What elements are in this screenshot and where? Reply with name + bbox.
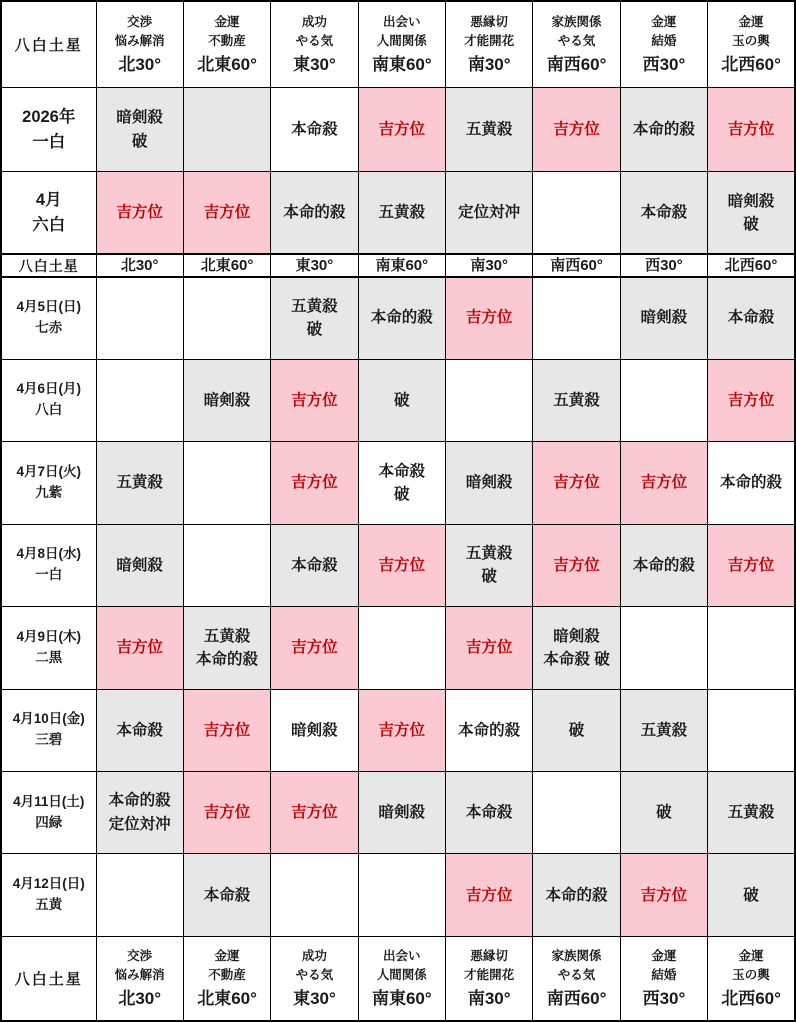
- fortune-text: 暗剣殺: [116, 556, 163, 574]
- fortune-cell: [96, 359, 183, 441]
- lucky-direction-text: 吉方位: [465, 639, 513, 657]
- row-label-line: 4月11日(土): [13, 793, 85, 809]
- column-header-direction: 北東60°: [197, 54, 257, 74]
- fortune-cell: [271, 689, 358, 771]
- column-header-direction: 西30°: [642, 988, 686, 1008]
- row-label-line: 二黒: [35, 649, 63, 665]
- fortune-cell: [271, 854, 358, 936]
- fortune-cell: [96, 88, 183, 172]
- column-header-direction: 北30°: [118, 988, 162, 1008]
- fortune-text: 破: [743, 215, 759, 233]
- fortune-text: 五黄殺: [727, 804, 775, 822]
- column-header: [358, 936, 445, 1021]
- row-label-line: 4月10日(金): [12, 711, 85, 727]
- fortune-cell: [533, 854, 620, 936]
- fortune-cell: [183, 607, 270, 689]
- fortune-text: 暗剣殺: [378, 804, 426, 822]
- fortune-cell: [446, 359, 533, 441]
- fortune-cell: [708, 854, 795, 936]
- column-header-keyword: 結婚: [651, 34, 677, 49]
- fortune-text: 破: [306, 321, 323, 339]
- fortune-cell: [620, 689, 707, 771]
- fortune-cell: [358, 607, 445, 689]
- fortune-text: 本命的殺: [632, 556, 695, 574]
- fortune-cell: [446, 772, 533, 854]
- row-label: [1, 689, 96, 771]
- lucky-direction-text: 吉方位: [553, 556, 600, 574]
- fortune-cell: [446, 442, 533, 524]
- fortune-text: 五黄殺: [553, 391, 600, 409]
- lucky-direction-text: 吉方位: [727, 121, 775, 139]
- column-header-direction: 北西60°: [721, 988, 781, 1008]
- lucky-direction-text: 吉方位: [378, 121, 426, 139]
- fortune-cell: [620, 172, 707, 254]
- direction-cell: 北東60°: [183, 254, 270, 276]
- fortune-cell: [271, 772, 358, 854]
- lucky-direction-text: 吉方位: [291, 804, 338, 822]
- column-header: [533, 1, 620, 88]
- column-header-keyword: やる気: [557, 968, 596, 983]
- column-header-keyword: 金運: [738, 949, 764, 964]
- column-header-keyword: 成功: [301, 949, 327, 964]
- row-label: 八白土星: [1, 254, 96, 276]
- fortune-table-body: [1, 1, 795, 1021]
- footer-header-row: [1, 936, 795, 1021]
- row-label-line: 4月7日(火): [16, 463, 81, 479]
- column-header-keyword: 金運: [214, 949, 240, 964]
- fortune-cell: [620, 524, 707, 606]
- fortune-text: 本命殺 破: [543, 650, 610, 668]
- lucky-direction-text: 吉方位: [291, 391, 338, 409]
- direction-cell: 南西60°: [533, 254, 620, 276]
- fortune-text: 本命殺: [291, 556, 338, 574]
- lucky-direction-text: 吉方位: [640, 886, 688, 904]
- fortune-cell: [96, 172, 183, 254]
- fortune-cell: [708, 607, 795, 689]
- fortune-cell: [446, 689, 533, 771]
- row-label-line: 4月9日(木): [16, 628, 81, 644]
- column-header: [183, 1, 270, 88]
- fortune-cell: [533, 524, 620, 606]
- fortune-cell: [620, 607, 707, 689]
- row-label-line: 4月5日(日): [16, 299, 81, 315]
- column-header-keyword: 金運: [651, 949, 677, 964]
- row-label: [1, 442, 96, 524]
- fortune-cell: [446, 88, 533, 172]
- column-header-direction: 東30°: [293, 988, 336, 1008]
- row-label-line: 四緑: [35, 814, 63, 830]
- fortune-text: 五黄殺: [116, 474, 163, 492]
- fortune-cell: [271, 607, 358, 689]
- row-label: [1, 524, 96, 606]
- row-label: 八白土星: [1, 936, 96, 1021]
- fortune-cell: [183, 359, 270, 441]
- column-header: [708, 936, 795, 1021]
- fortune-text: 破: [131, 132, 148, 150]
- direction-cell: 南東60°: [358, 254, 445, 276]
- column-header-keyword: 悩み解消: [114, 34, 165, 49]
- fortune-text: 本命殺: [203, 886, 251, 904]
- row-label-line: 4月12日(日): [12, 876, 85, 892]
- fortune-text: 本命殺: [727, 309, 775, 327]
- column-header-keyword: 悪縁切: [470, 15, 508, 30]
- fortune-text: 五黄殺: [291, 297, 338, 315]
- row-label-line: 一白: [35, 567, 63, 583]
- column-header-direction: 南東60°: [371, 54, 432, 74]
- fortune-cell: [358, 854, 445, 936]
- column-header-direction: 北東60°: [197, 988, 257, 1008]
- column-header-keyword: やる気: [557, 34, 596, 49]
- row-label-line: 九紫: [35, 484, 63, 500]
- fortune-cell: [533, 689, 620, 771]
- column-header-keyword: 才能開花: [464, 968, 515, 983]
- date-row: [1, 689, 795, 771]
- fortune-text: 五黄殺: [465, 545, 513, 563]
- column-header: [446, 936, 533, 1021]
- column-header-keyword: 金運: [738, 15, 764, 30]
- lucky-direction-text: 吉方位: [727, 556, 775, 574]
- year-row: [1, 88, 795, 172]
- column-header: [183, 936, 270, 1021]
- fortune-text: 暗剣殺: [203, 391, 251, 409]
- fortune-text: 本命殺: [465, 804, 513, 822]
- fortune-cell: [620, 359, 707, 441]
- fortune-cell: [446, 524, 533, 606]
- column-header-keyword: 金運: [214, 15, 240, 30]
- lucky-direction-text: 吉方位: [378, 556, 426, 574]
- column-header-direction: 北30°: [118, 54, 162, 74]
- row-label-line: 七赤: [35, 320, 63, 336]
- row-label: [1, 277, 96, 359]
- fortune-cell: [96, 854, 183, 936]
- fortune-text: 五黄殺: [203, 627, 251, 645]
- column-header-keyword: 出会い: [383, 949, 421, 964]
- column-header-row: [1, 1, 795, 88]
- fortune-text: 本命的殺: [283, 204, 346, 222]
- fortune-text: 暗剣殺: [727, 192, 775, 210]
- column-header-keyword: 家族関係: [551, 15, 602, 30]
- lucky-direction-text: 吉方位: [116, 639, 163, 657]
- column-header: [620, 936, 707, 1021]
- fortune-text: 本命殺: [640, 204, 688, 222]
- row-label: [1, 88, 96, 172]
- lucky-direction-text: 吉方位: [378, 721, 426, 739]
- fortune-cell: [708, 172, 795, 254]
- fortune-text: 暗剣殺: [291, 721, 338, 739]
- column-header-keyword: 不動産: [208, 968, 246, 983]
- fortune-cell: [271, 359, 358, 441]
- fortune-cell: [183, 772, 270, 854]
- fortune-cell: [358, 772, 445, 854]
- date-row: [1, 607, 795, 689]
- fortune-text: 破: [394, 485, 410, 503]
- fortune-text: 破: [743, 886, 759, 904]
- column-header-keyword: 交渉: [127, 949, 153, 964]
- fortune-text: 定位対冲: [458, 204, 521, 222]
- fortune-cell: [708, 359, 795, 441]
- fortune-text: 本命的殺: [632, 121, 695, 139]
- direction-row: [1, 254, 795, 276]
- column-header: [96, 936, 183, 1021]
- lucky-direction-text: 吉方位: [203, 721, 251, 739]
- column-header-direction: 北西60°: [721, 54, 781, 74]
- column-header-keyword: やる気: [295, 34, 334, 49]
- fortune-cell: [446, 172, 533, 254]
- fortune-cell: [96, 689, 183, 771]
- row-label-line: 三碧: [35, 732, 63, 748]
- direction-cell: 西30°: [620, 254, 707, 276]
- fortune-cell: [708, 524, 795, 606]
- fortune-cell: [708, 277, 795, 359]
- column-header: [620, 1, 707, 88]
- fortune-cell: [533, 359, 620, 441]
- fortune-cell: [446, 277, 533, 359]
- lucky-direction-text: 吉方位: [203, 204, 251, 222]
- lucky-direction-text: 吉方位: [203, 804, 251, 822]
- fortune-cell: [708, 88, 795, 172]
- column-header: [446, 1, 533, 88]
- column-header-keyword: 家族関係: [551, 949, 602, 964]
- fortune-cell: [96, 524, 183, 606]
- fortune-cell: [183, 689, 270, 771]
- fortune-cell: [358, 689, 445, 771]
- direction-cell: 東30°: [271, 254, 358, 276]
- column-header-direction: 南西60°: [546, 988, 607, 1008]
- fortune-cell: [446, 607, 533, 689]
- lucky-direction-text: 吉方位: [727, 391, 775, 409]
- direction-cell: 南30°: [446, 254, 533, 276]
- fortune-text: 本命殺: [116, 721, 163, 739]
- fortune-text: 本命殺: [378, 462, 426, 480]
- row-label-line: 五黄: [35, 897, 63, 913]
- lucky-direction-text: 吉方位: [640, 474, 688, 492]
- direction-cell: 北西60°: [708, 254, 795, 276]
- fortune-cell: [620, 772, 707, 854]
- fortune-cell: [358, 277, 445, 359]
- lucky-direction-text: 吉方位: [553, 474, 600, 492]
- row-label-line: 4月8日(水): [16, 546, 81, 562]
- fortune-cell: [183, 854, 270, 936]
- fortune-text: 定位対冲: [108, 815, 171, 833]
- fortune-cell: [183, 524, 270, 606]
- fortune-cell: [358, 172, 445, 254]
- direction-cell: 北30°: [96, 254, 183, 276]
- fortune-cell: [358, 359, 445, 441]
- fortune-text: 五黄殺: [465, 121, 513, 139]
- lucky-direction-text: 吉方位: [465, 309, 513, 327]
- fortune-text: 五黄殺: [640, 721, 688, 739]
- column-header-keyword: 成功: [301, 15, 327, 30]
- date-row: [1, 524, 795, 606]
- fortune-text: 本命的殺: [108, 792, 171, 810]
- fortune-cell: [271, 172, 358, 254]
- column-header-keyword: 悪縁切: [470, 949, 508, 964]
- fortune-cell: [183, 172, 270, 254]
- fortune-text: 暗剣殺: [116, 109, 163, 127]
- fortune-cell: [96, 607, 183, 689]
- fortune-cell: [183, 442, 270, 524]
- fortune-text: 破: [656, 804, 672, 822]
- fortune-text: 暗剣殺: [465, 474, 513, 492]
- column-header-direction: 南西60°: [546, 54, 607, 74]
- fortune-cell: [96, 772, 183, 854]
- lucky-direction-text: 吉方位: [465, 886, 513, 904]
- fortune-cell: [358, 442, 445, 524]
- fortune-text: 本命的殺: [720, 474, 783, 492]
- fortune-cell: [358, 524, 445, 606]
- fortune-cell: [96, 277, 183, 359]
- fortune-cell: [533, 607, 620, 689]
- fortune-text: 破: [568, 721, 585, 739]
- column-header-direction: 西30°: [642, 54, 686, 74]
- row-label: [1, 359, 96, 441]
- fortune-cell: [183, 277, 270, 359]
- row-label: [1, 607, 96, 689]
- fortune-cell: [271, 524, 358, 606]
- fortune-cell: [271, 88, 358, 172]
- column-header: [96, 1, 183, 88]
- month-row: [1, 172, 795, 254]
- fortune-text: 暗剣殺: [640, 309, 688, 327]
- fortune-text: 本命的殺: [370, 309, 433, 327]
- fortune-cell: [620, 442, 707, 524]
- row-label-line: 六白: [32, 215, 66, 234]
- fortune-cell: [708, 772, 795, 854]
- date-row: [1, 772, 795, 854]
- fortune-text: 本命的殺: [196, 650, 259, 668]
- fortune-cell: [533, 277, 620, 359]
- fortune-text: 五黄殺: [378, 204, 426, 222]
- column-header: [271, 1, 358, 88]
- column-header-keyword: 人間関係: [376, 34, 427, 49]
- row-label: [1, 772, 96, 854]
- column-header-keyword: 不動産: [208, 34, 246, 49]
- column-header-keyword: 交渉: [127, 15, 153, 30]
- column-header-keyword: 結婚: [651, 968, 677, 983]
- lucky-direction-text: 吉方位: [291, 639, 338, 657]
- column-header-direction: 南30°: [467, 988, 511, 1008]
- fortune-text: 破: [481, 568, 497, 586]
- column-header-direction: 東30°: [293, 54, 336, 74]
- row-label-line: 2026年: [22, 107, 76, 126]
- column-header-keyword: 悩み解消: [114, 968, 165, 983]
- fortune-cell: [271, 277, 358, 359]
- row-label: 八白土星: [1, 1, 96, 88]
- row-label: [1, 854, 96, 936]
- date-row: [1, 442, 795, 524]
- column-header: [358, 1, 445, 88]
- fortune-cell: [620, 88, 707, 172]
- fortune-cell: [183, 88, 270, 172]
- column-header-keyword: やる気: [295, 968, 334, 983]
- date-row: [1, 359, 795, 441]
- fortune-text: 本命的殺: [458, 721, 521, 739]
- fortune-cell: [446, 854, 533, 936]
- column-header: [271, 936, 358, 1021]
- date-row: [1, 854, 795, 936]
- date-row: [1, 277, 795, 359]
- fortune-cell: [620, 854, 707, 936]
- fortune-cell: [533, 88, 620, 172]
- row-label: [1, 172, 96, 254]
- column-header: [708, 1, 795, 88]
- row-label-line: 4月: [35, 191, 62, 210]
- column-header-keyword: 玉の輿: [732, 968, 770, 983]
- row-label-line: 八白: [35, 402, 63, 418]
- column-header: [533, 936, 620, 1021]
- fortune-text: 破: [394, 391, 410, 409]
- fortune-text: 暗剣殺: [553, 627, 600, 645]
- fortune-text: 本命殺: [291, 121, 338, 139]
- fortune-cell: [533, 172, 620, 254]
- fortune-cell: [96, 442, 183, 524]
- lucky-direction-text: 吉方位: [553, 121, 600, 139]
- fortune-cell: [358, 88, 445, 172]
- lucky-direction-text: 吉方位: [116, 204, 163, 222]
- fortune-text: 本命的殺: [545, 886, 608, 904]
- row-label-line: 一白: [32, 132, 66, 151]
- column-header-direction: 南東60°: [371, 988, 432, 1008]
- fortune-cell: [271, 442, 358, 524]
- column-header-keyword: 出会い: [383, 15, 421, 30]
- column-header-keyword: 人間関係: [376, 968, 427, 983]
- row-label-line: 4月6日(月): [16, 381, 81, 397]
- fortune-cell: [533, 772, 620, 854]
- fortune-cell: [708, 689, 795, 771]
- column-header-keyword: 金運: [651, 15, 677, 30]
- fortune-cell: [708, 442, 795, 524]
- column-header-direction: 南30°: [467, 54, 511, 74]
- lucky-direction-text: 吉方位: [291, 474, 338, 492]
- fortune-cell: [620, 277, 707, 359]
- column-header-keyword: 玉の輿: [732, 34, 770, 49]
- fortune-cell: [533, 442, 620, 524]
- column-header-keyword: 才能開花: [464, 34, 515, 49]
